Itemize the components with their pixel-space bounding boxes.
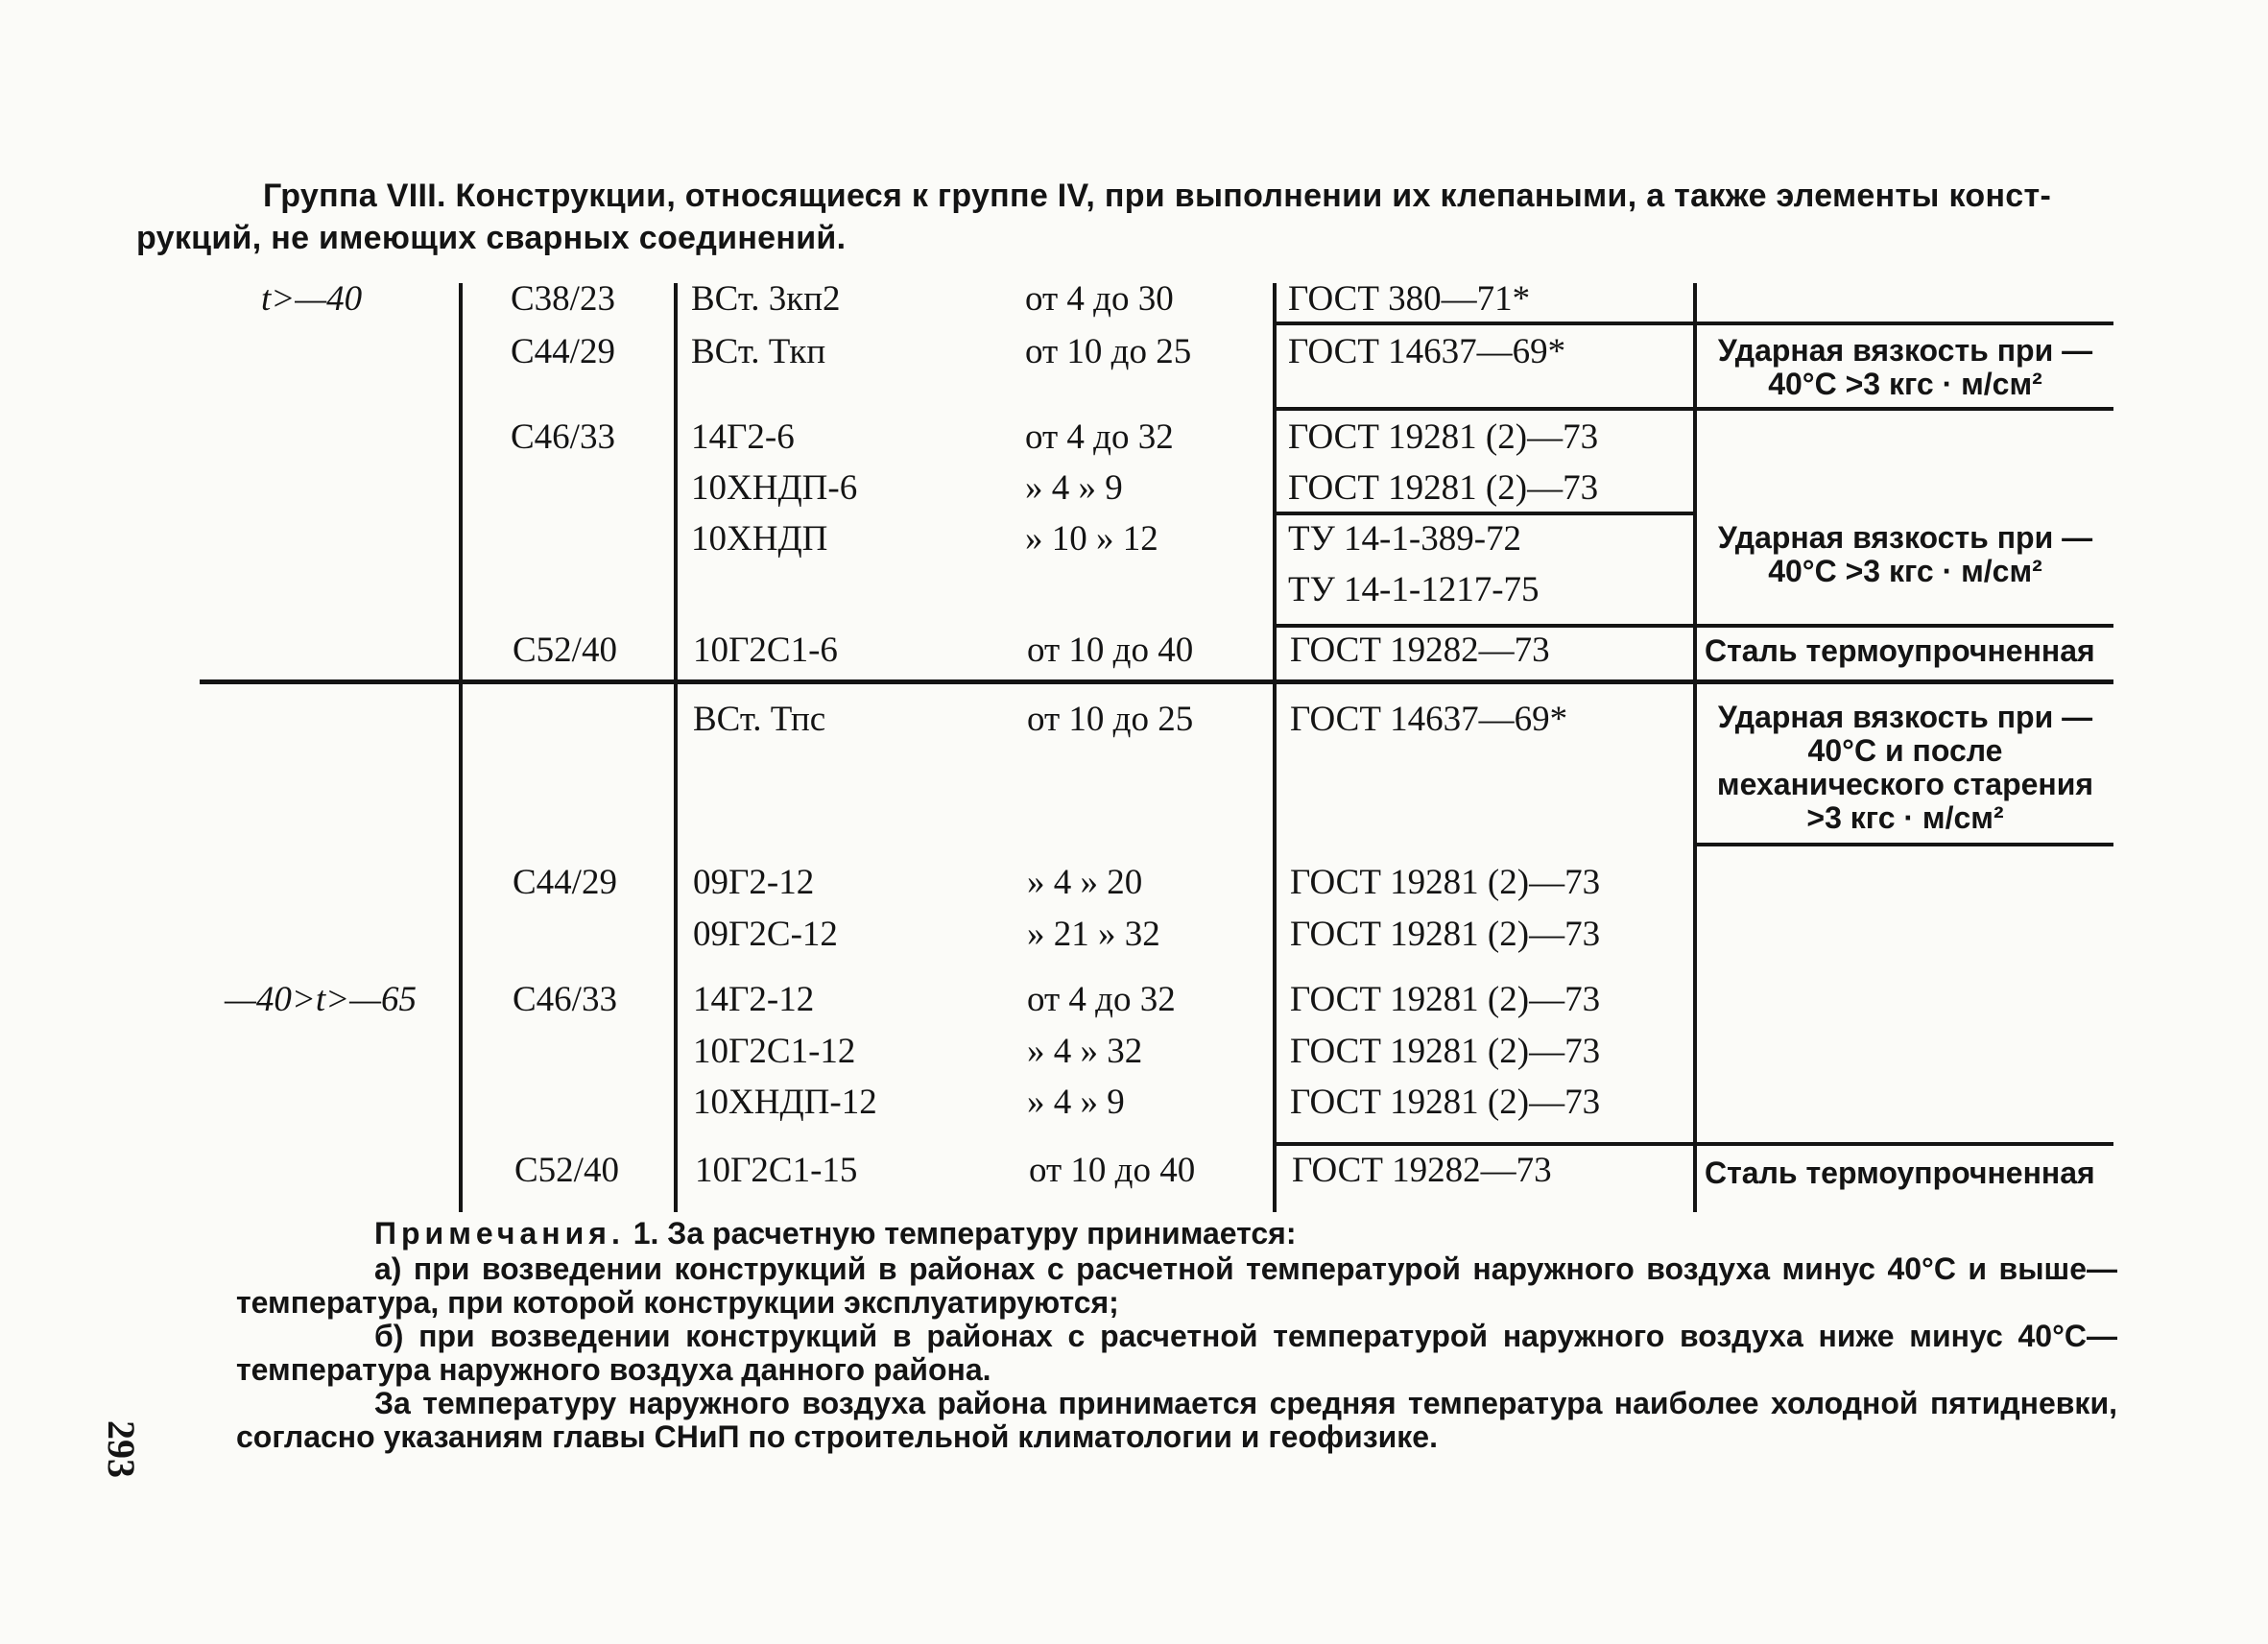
row-5-thickness: » 10 » 12 xyxy=(1025,519,1158,559)
section-heading xyxy=(136,175,2110,259)
row-2-thickness: от 10 до 25 xyxy=(1025,332,1192,371)
remark-heat-treated-2: Сталь термоупрочненная xyxy=(1705,1156,2095,1190)
page-number: 293 xyxy=(100,1420,143,1478)
condition-1: t>—40 xyxy=(261,279,363,319)
table-rule-h-remark-3 xyxy=(1697,624,2113,628)
row-1-standard: ГОСТ 380—71* xyxy=(1288,279,1531,319)
row-12-steel: 10Г2С1-12 xyxy=(693,1032,856,1071)
table-rule-h-standard-4 xyxy=(1275,624,1693,628)
notes-item-c: За температуру наружного воздуха района принимается средняя температура наиболее холодной пятидневки, согласно указаниям главы СНиП по строительной климатологии и геофизике. xyxy=(236,1386,2117,1454)
row-3-standard: ГОСТ 19281 (2)—73 xyxy=(1288,417,1599,457)
row-5-standard: ТУ 14-1-389-72 xyxy=(1288,519,1522,559)
row-6-standard: ТУ 14-1-1217-75 xyxy=(1288,570,1540,609)
condition-2: —40>t>—65 xyxy=(225,980,418,1019)
row-7-standard: ГОСТ 19282—73 xyxy=(1290,631,1550,670)
row-7-class: С52/40 xyxy=(513,631,617,670)
row-3-thickness: от 4 до 32 xyxy=(1025,417,1174,457)
row-11-class: С46/33 xyxy=(513,980,617,1019)
row-1-thickness: от 4 до 30 xyxy=(1025,279,1174,319)
table-rule-h-remark-1 xyxy=(1697,322,2113,325)
row-13-standard: ГОСТ 19281 (2)—73 xyxy=(1290,1083,1601,1122)
row-5-steel: 10ХНДП xyxy=(691,519,828,559)
row-10-thickness: » 21 » 32 xyxy=(1027,915,1160,954)
row-7-steel: 10Г2С1-6 xyxy=(693,631,838,670)
row-9-standard: ГОСТ 19281 (2)—73 xyxy=(1290,863,1601,902)
table-rule-h-group-a xyxy=(200,679,2113,684)
row-9-class: С44/29 xyxy=(513,863,617,902)
heading-line-2: рукций, не имеющих сварных соединений. xyxy=(136,220,847,256)
row-3-class: С46/33 xyxy=(511,417,615,457)
row-10-standard: ГОСТ 19281 (2)—73 xyxy=(1290,915,1601,954)
notes-item-a: а) при возведении конструкций в районах с расчетной температурой наружного воздуха минус 40°С и выше—температура, при которой конструкции эксплуатируются; xyxy=(236,1251,2117,1320)
table-rule-h-remark-4 xyxy=(1697,843,2113,846)
row-14-class: С52/40 xyxy=(514,1151,619,1190)
table-rule-h-standard-3 xyxy=(1275,512,1693,515)
notes-item-1: 1. За расчетную температуру принимается: xyxy=(633,1216,1297,1251)
table-rule-h-standard-5 xyxy=(1275,1142,1693,1146)
row-3-steel: 14Г2-6 xyxy=(691,417,795,457)
remark-impact-aging: Ударная вязкость при —40°С и после механического старения >3 кгс · м/см² xyxy=(1716,700,2094,835)
row-11-steel: 14Г2-12 xyxy=(693,980,815,1019)
row-4-steel: 10ХНДП-6 xyxy=(691,468,858,508)
row-13-thickness: » 4 » 9 xyxy=(1027,1083,1125,1122)
row-8-steel: ВСт. Тпс xyxy=(693,700,826,739)
notes-block xyxy=(236,1216,2117,1454)
row-4-standard: ГОСТ 19281 (2)—73 xyxy=(1288,468,1599,508)
row-12-standard: ГОСТ 19281 (2)—73 xyxy=(1290,1032,1601,1071)
remark-impact-1: Ударная вязкость при —40°С >3 кгс · м/см² xyxy=(1717,333,2093,401)
row-2-steel: ВСт. Ткп xyxy=(691,332,826,371)
row-8-thickness: от 10 до 25 xyxy=(1027,700,1194,739)
row-10-steel: 09Г2С-12 xyxy=(693,915,838,954)
row-11-thickness: от 4 до 32 xyxy=(1027,980,1176,1019)
row-7-thickness: от 10 до 40 xyxy=(1027,631,1194,670)
row-9-steel: 09Г2-12 xyxy=(693,863,815,902)
table-rule-v3 xyxy=(1273,283,1277,1212)
table-rule-h-standard-1 xyxy=(1275,322,1693,325)
table-rule-h-standard-2 xyxy=(1275,407,1693,411)
row-1-class: С38/23 xyxy=(511,279,615,319)
heading-line-1: Группа VIII. Конструкции, относящиеся к группе IV, при выполнении их клепаными, а также элементы конст- xyxy=(263,178,2052,214)
notes-item-b: б) при возведении конструкций в районах с расчетной температурой наружного воздуха ниже минус 40°С—температура наружного воздуха данного района. xyxy=(236,1319,2117,1387)
notes-intro xyxy=(236,1217,2117,1251)
row-1-steel: ВСт. 3кп2 xyxy=(691,279,841,319)
row-11-standard: ГОСТ 19281 (2)—73 xyxy=(1290,980,1601,1019)
row-4-thickness: » 4 » 9 xyxy=(1025,468,1123,508)
row-2-standard: ГОСТ 14637—69* xyxy=(1288,332,1566,371)
row-9-thickness: » 4 » 20 xyxy=(1027,863,1143,902)
remark-impact-2: Ударная вязкость при —40°С >3 кгс · м/см² xyxy=(1717,520,2093,588)
table-rule-v1 xyxy=(459,283,463,1212)
table-rule-v2 xyxy=(674,283,678,1212)
table-rule-h-remark-2 xyxy=(1697,407,2113,411)
notes-title: Примечания. xyxy=(374,1216,625,1251)
row-2-class: С44/29 xyxy=(511,332,615,371)
row-14-steel: 10Г2С1-15 xyxy=(695,1151,858,1190)
row-12-thickness: » 4 » 32 xyxy=(1027,1032,1143,1071)
row-14-thickness: от 10 до 40 xyxy=(1029,1151,1196,1190)
row-14-standard: ГОСТ 19282—73 xyxy=(1292,1151,1552,1190)
row-8-standard: ГОСТ 14637—69* xyxy=(1290,700,1568,739)
row-13-steel: 10ХНДП-12 xyxy=(693,1083,877,1122)
table-rule-h-remark-5 xyxy=(1697,1142,2113,1146)
table-rule-v4 xyxy=(1693,283,1697,1212)
remark-heat-treated-1: Сталь термоупрочненная xyxy=(1705,633,2095,668)
